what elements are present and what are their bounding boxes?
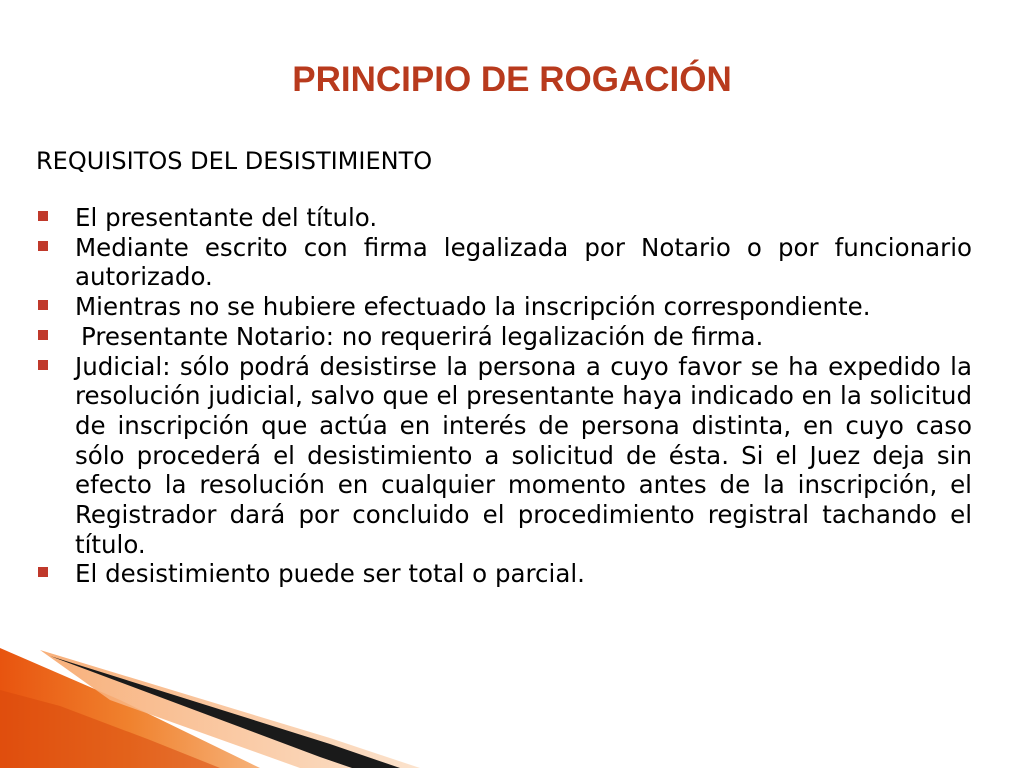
square-bullet-icon <box>38 300 48 310</box>
bullet-item <box>36 322 972 352</box>
square-bullet-icon <box>38 360 48 370</box>
square-bullet-icon <box>38 211 48 221</box>
square-bullet-icon <box>38 241 48 251</box>
bullet-text: El presentante del título. <box>75 203 378 232</box>
slide-subtitle: REQUISITOS DEL DESISTIMIENTO <box>36 147 433 175</box>
bullet-item <box>36 352 972 560</box>
square-bullet-icon <box>38 567 48 577</box>
bullet-text: Judicial: sólo podrá desistirse la persona a cuyo favor se ha expedido la resolución judicial, salvo que el presentante haya indicado en la solicitud de inscripción que actúa en interés de persona distinta, en cuyo caso sólo procederá el desistimiento a solicitud de ésta. Si el Juez deja sin efecto la resolución en cualquier momento antes de la inscripción, el Registrador dará por concluido el procedimiento registral tachando el título. <box>75 351 972 559</box>
bullet-item <box>36 203 972 233</box>
bullet-item <box>36 559 972 589</box>
bullet-text: El desistimiento puede ser total o parcial. <box>75 559 585 589</box>
bullet-text: Mientras no se hubiere efectuado la inscripción correspondiente. <box>75 292 871 322</box>
bullet-item <box>36 233 972 292</box>
bullet-list <box>36 203 972 589</box>
bullet-item <box>36 292 972 322</box>
slide-title: PRINCIPIO DE ROGACIÓN <box>292 60 732 99</box>
square-bullet-icon <box>38 330 48 340</box>
bullet-text: Mediante escrito con firma legalizada por Notario o por funcionario autorizado. <box>75 232 972 292</box>
bullet-text: Presentante Notario: no requerirá legalización de firma. <box>81 321 764 351</box>
